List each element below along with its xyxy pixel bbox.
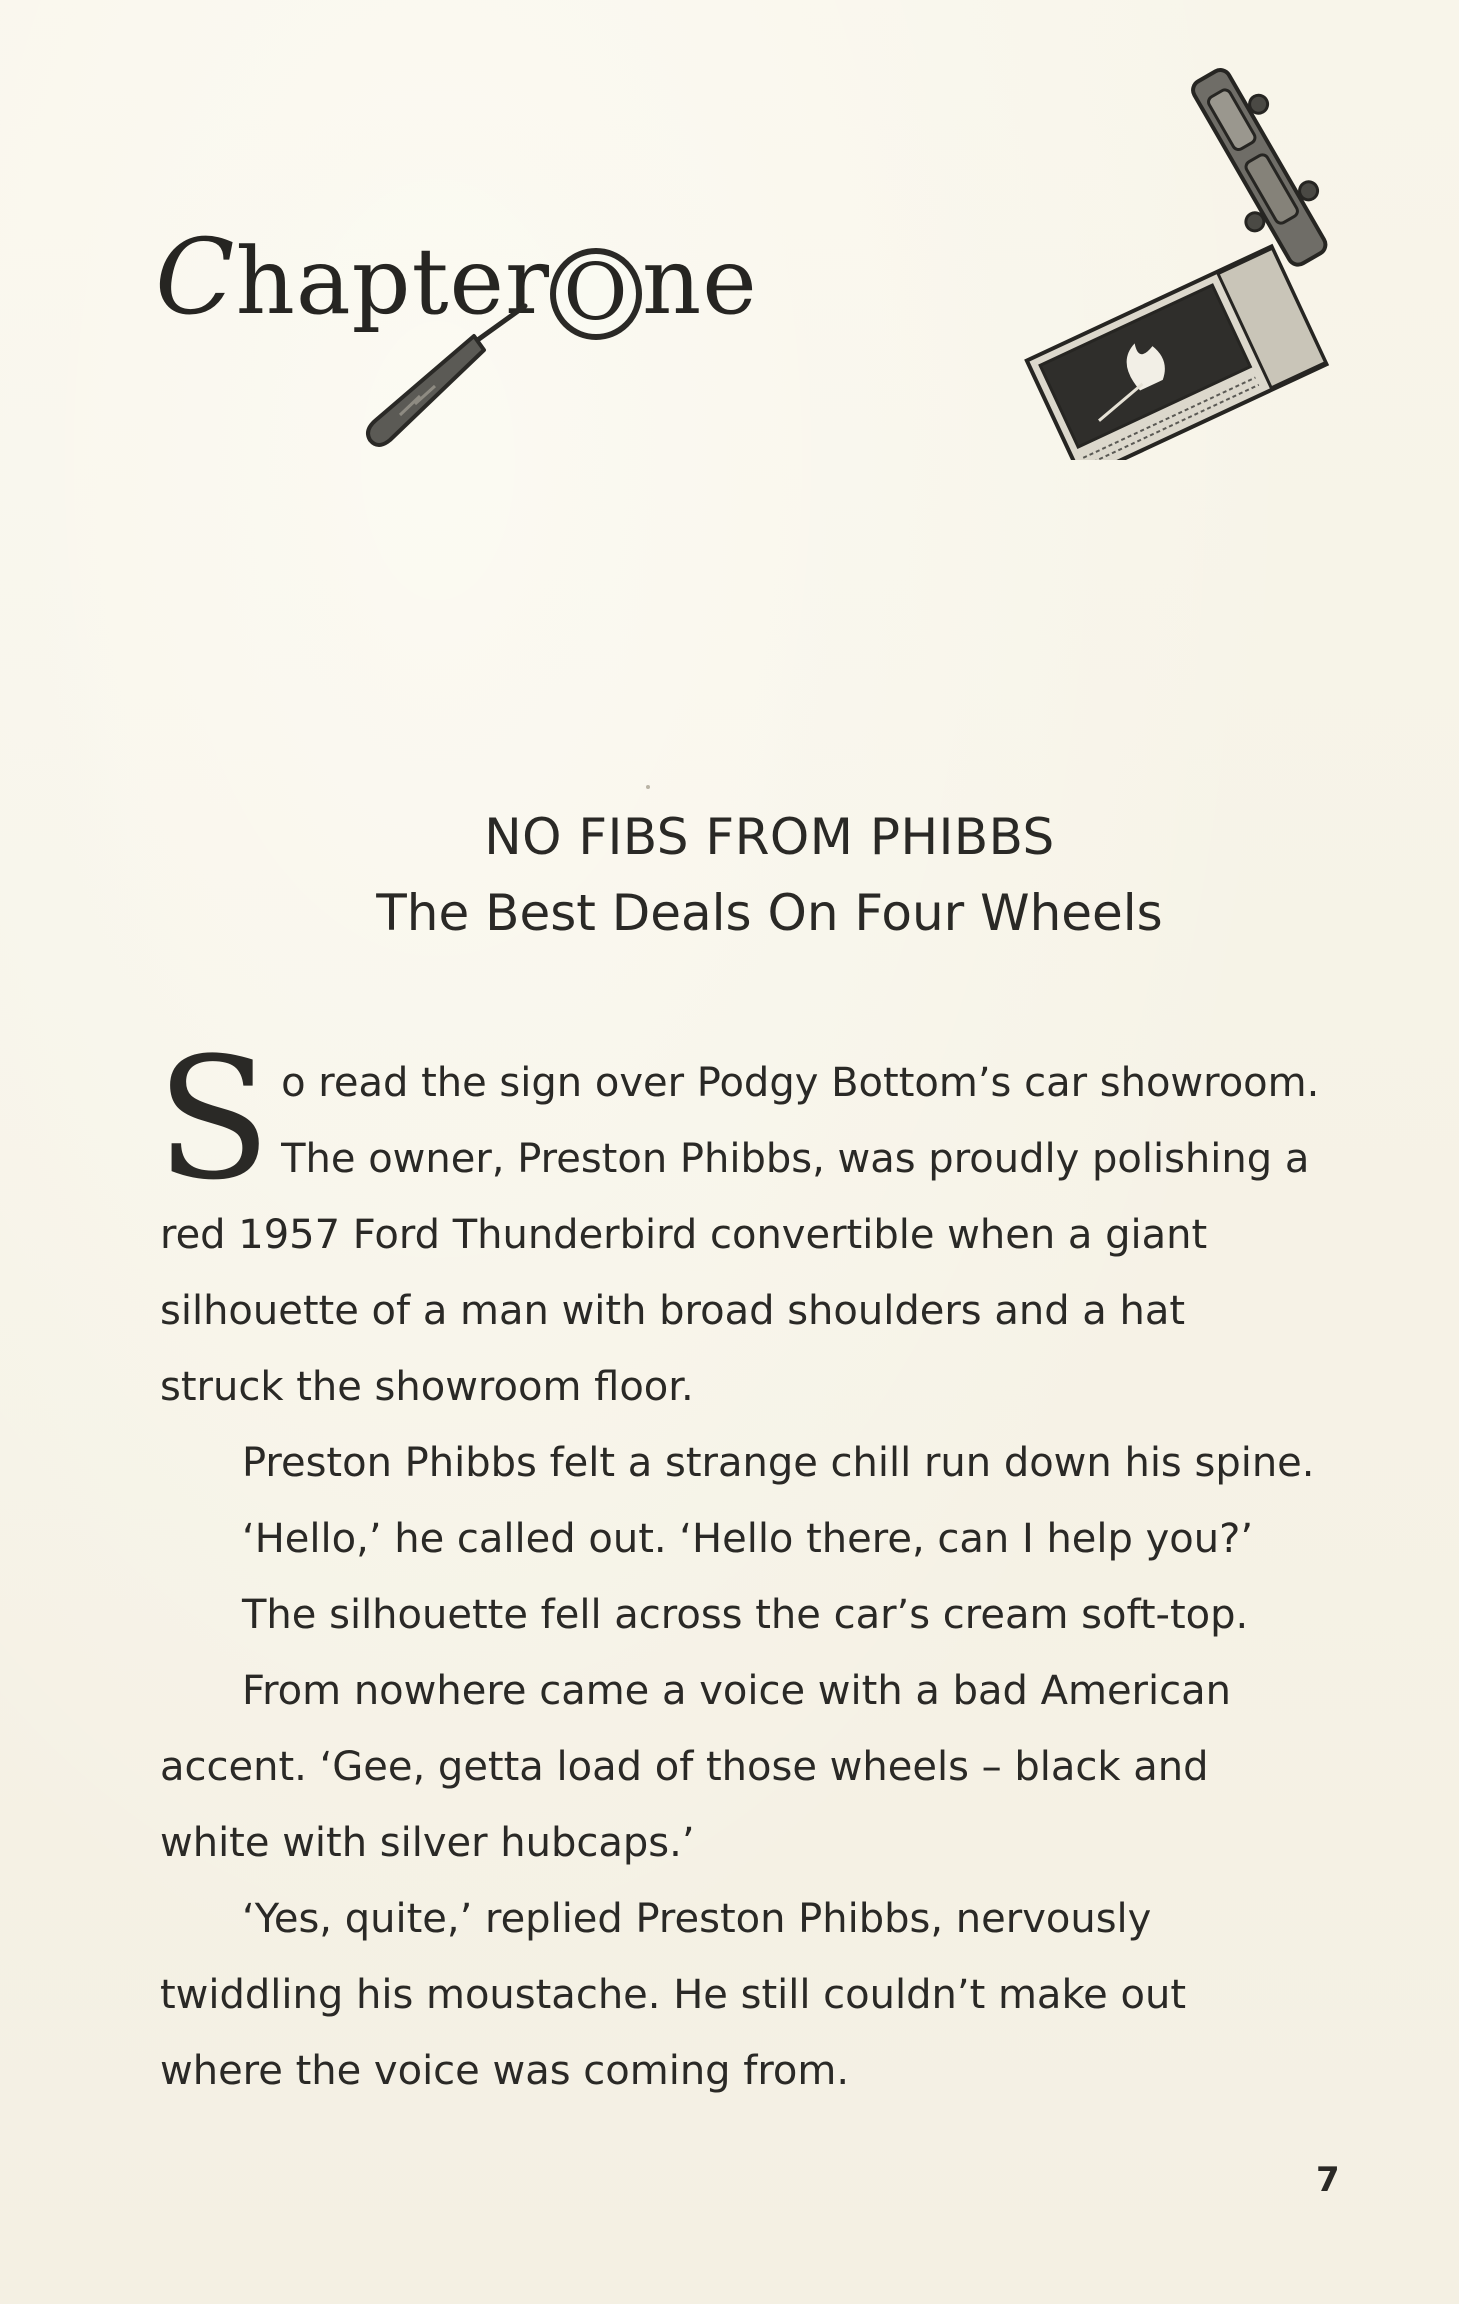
paragraph-5: From nowhere came a voice with a bad American accent. ‘Gee, getta load of those wheels – black and white with silver hubcaps.’ — [160, 1668, 1231, 1866]
page-number: 7 — [1316, 2160, 1340, 2200]
chapter-heading-initial: C — [155, 216, 236, 338]
chapter-heading-middle: hapter — [235, 228, 550, 335]
paragraph-1-text: o read the sign over Podgy Bottom’s car showroom. The owner, Preston Phibbs, was proudly polishing a red 1957 Ford Thunderbird convertible when a giant silhouette of a man with broad shoulders and a hat struck the showroom floor. — [160, 1060, 1320, 1410]
magnifier-handle-icon — [360, 300, 540, 450]
story-body — [156, 1021, 1320, 2109]
paragraph-1 — [156, 1021, 1320, 1425]
chapter-heading-o: O — [563, 248, 629, 338]
drop-cap: S — [156, 1021, 272, 1217]
sign-headline: NO FIBS FROM PHIBBS — [484, 808, 1055, 866]
paragraph-6: ‘Yes, quite,’ replied Preston Phibbs, nervously twiddling his moustache. He still couldn’t make out where the voice was coming from. — [160, 1896, 1187, 2094]
paragraph-3: ‘Hello,’ he called out. ‘Hello there, can I help you?’ — [242, 1516, 1254, 1562]
sign-subheadline: The Best Deals On Four Wheels — [376, 884, 1163, 942]
matchbox-icon — [1020, 40, 1400, 460]
chapter-heading-end: ne — [641, 228, 758, 335]
paragraph-4: The silhouette fell across the car’s cream soft-top. — [242, 1592, 1249, 1638]
paragraph-2: Preston Phibbs felt a strange chill run down his spine. — [242, 1440, 1315, 1486]
magnifying-glass-icon — [550, 248, 642, 340]
page-speck — [646, 785, 650, 789]
